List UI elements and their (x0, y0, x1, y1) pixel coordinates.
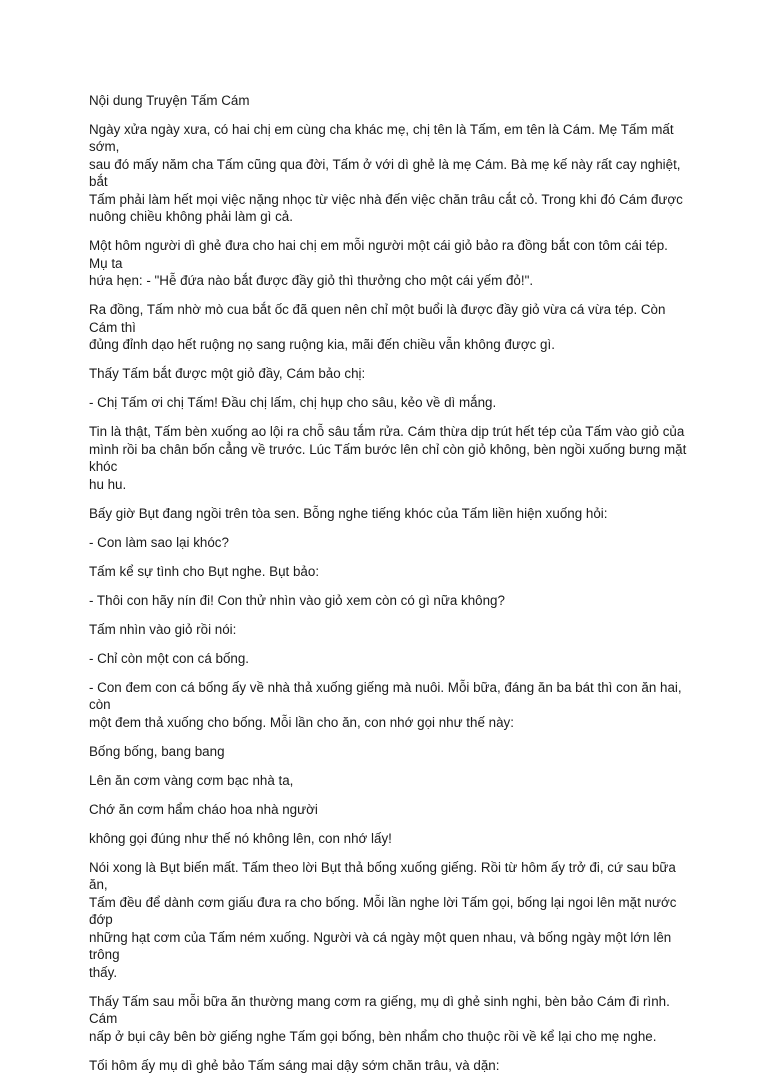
paragraph (89, 365, 689, 383)
text-line: Tấm nhìn vào giỏ rồi nói: (89, 621, 237, 637)
text-line: thấy. (89, 964, 118, 980)
text-line: - Chỉ còn một con cá bống. (89, 650, 250, 666)
paragraph (89, 237, 689, 290)
paragraph (89, 679, 689, 732)
text-line: hu hu. (89, 476, 127, 492)
text-line: Tin là thật, Tấm bèn xuống ao lội ra chỗ sâu tắm rửa. Cám thừa dịp trút hết tép của Tấm vào giỏ của (89, 424, 685, 439)
paragraph (89, 121, 689, 226)
paragraph (89, 859, 689, 982)
text-line: mình rồi ba chân bốn cẳng về trước. Lúc Tấm bước lên chỉ còn giỏ không, bèn ngồi xuống bưng mặt khóc (89, 441, 687, 474)
paragraph (89, 394, 689, 412)
text-line: những hạt cơm của Tấm ném xuống. Người và cá ngày một quen nhau, và bống ngày một lớn lên trông (89, 929, 672, 962)
paragraph (89, 423, 689, 493)
text-line: Tấm phải làm hết mọi việc nặng nhọc từ việc nhà đến việc chăn trâu cắt cỏ. Trong khi đó Cám được (89, 191, 683, 207)
paragraph (89, 534, 689, 552)
paragraph (89, 301, 689, 354)
text-line: không gọi đúng như thế nó không lên, con nhớ lấy! (89, 830, 392, 846)
text-line: - Con làm sao lại khóc? (89, 534, 229, 550)
text-line: đủng đỉnh dạo hết ruộng nọ sang ruộng kia, mãi đến chiều vẫn không được gì. (89, 337, 555, 352)
paragraph (89, 650, 689, 668)
paragraph (89, 592, 689, 610)
paragraph (89, 505, 689, 523)
text-line: Chớ ăn cơm hẩm cháo hoa nhà người (89, 801, 318, 817)
text-line: nấp ở bụi cây bên bờ giếng nghe Tấm gọi bống, bèn nhẩm cho thuộc rồi về kể lại cho mẹ nghe. (89, 1028, 657, 1044)
text-line: Nói xong là Bụt biến mất. Tấm theo lời Bụt thả bống xuống giếng. Rồi từ hôm ấy trở đi, cứ sau bữa ăn, (89, 859, 676, 892)
text-line: Một hôm người dì ghẻ đưa cho hai chị em mỗi người một cái giỏ bảo ra đồng bắt con tôm cái tép. Mụ ta (89, 238, 668, 271)
document-page (89, 92, 689, 1086)
text-line: - Chị Tấm ơi chị Tấm! Đầu chị lấm, chị hụp cho sâu, kẻo về dì mắng. (89, 395, 497, 410)
paragraph (89, 993, 689, 1046)
text-line: - Con đem con cá bống ấy về nhà thả xuống giếng mà nuôi. Mỗi bữa, đáng ăn ba bát thì con ăn hai, còn (89, 679, 682, 712)
text-line: hứa hẹn: - "Hễ đứa nào bắt được đầy giỏ thì thưởng cho một cái yếm đỏ!". (89, 273, 534, 288)
paragraph (89, 801, 689, 819)
document-title: Nội dung Truyện Tấm Cám (89, 93, 250, 108)
text-line: nuông chiều không phải làm gì cả. (89, 209, 293, 224)
text-line: một đem thả xuống cho bống. Mỗi lần cho ăn, con nhớ gọi như thế này: (89, 714, 514, 730)
text-line: sau đó mấy năm cha Tấm cũng qua đời, Tấm ở với dì ghẻ là mẹ Cám. Bà mẹ kế này rất cay nghiệt, bắt (89, 156, 681, 189)
text-line: Lên ăn cơm vàng cơm bạc nhà ta, (89, 772, 294, 788)
paragraph (89, 563, 689, 581)
text-line: Ra đồng, Tấm nhờ mò cua bắt ốc đã quen nên chỉ một buổi là được đầy giỏ vừa cá vừa tép. Còn Cám thì (89, 302, 666, 335)
text-line: Bấy giờ Bụt đang ngồi trên tòa sen. Bỗng nghe tiếng khóc của Tấm liền hiện xuống hỏi: (89, 505, 608, 521)
text-line: Thấy Tấm sau mỗi bữa ăn thường mang cơm ra giếng, mụ dì ghẻ sinh nghi, bèn bảo Cám đi rình. Cám (89, 993, 670, 1026)
paragraph (89, 621, 689, 639)
text-line: Thấy Tấm bắt được một giỏ đầy, Cám bảo chị: (89, 366, 366, 381)
paragraph (89, 1057, 689, 1075)
paragraph (89, 772, 689, 790)
paragraph (89, 830, 689, 848)
paragraph (89, 743, 689, 761)
document-body (89, 121, 689, 1075)
text-line: Tối hôm ấy mụ dì ghẻ bảo Tấm sáng mai dậy sớm chăn trâu, và dặn: (89, 1057, 500, 1073)
text-line: - Thôi con hãy nín đi! Con thử nhìn vào giỏ xem còn có gì nữa không? (89, 592, 505, 608)
text-line: Ngày xửa ngày xưa, có hai chị em cùng cha khác mẹ, chị tên là Tấm, em tên là Cám. Mẹ Tấm mất sớm, (89, 121, 674, 154)
text-line: Bống bống, bang bang (89, 743, 225, 759)
text-line: Tấm kể sự tình cho Bụt nghe. Bụt bảo: (89, 563, 320, 579)
text-line: Tấm đều để dành cơm giấu đưa ra cho bống. Mỗi lần nghe lời Tấm gọi, bống lại ngoi lên mặt nước đớp (89, 894, 677, 927)
